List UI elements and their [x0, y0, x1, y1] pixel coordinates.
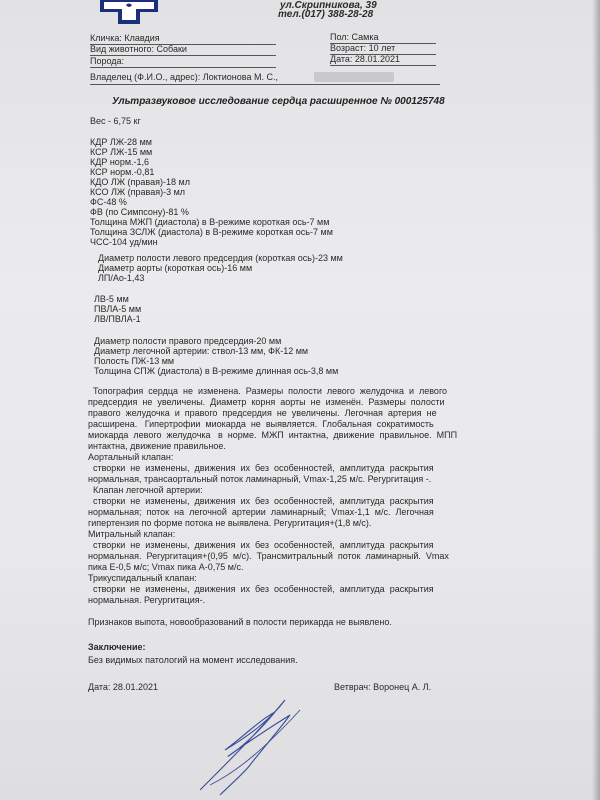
clinic-address: ул.Скрипникова, 39: [280, 0, 377, 11]
doctor-signature: [190, 690, 310, 800]
description-line: нормальная. Регургитация+(0,95 м/с). Трансмитральный поток ламинарный. Vmax: [88, 551, 449, 561]
measurement-line: Диаметр полости левого предсердия (короткая ось)-23 мм: [98, 253, 343, 263]
measurement-line: ПВЛА-5 мм: [94, 304, 142, 314]
patient-breed: Порода:: [90, 56, 125, 66]
description-line: створки не изменены, движения их без особенностей, амплитуда раскрытия: [88, 540, 434, 550]
measurement-line: КДР норм.-1,6: [90, 157, 150, 167]
measurement-line: КСР норм.-0,81: [90, 167, 155, 177]
field-underline: [90, 67, 276, 68]
description-line: нормальная; поток на легочной артерии ламинарный; Vmax-1,1 м/с. Легочная: [88, 507, 434, 517]
measurement-line: ЛВ/ПВЛА-1: [94, 314, 141, 324]
description-line: предсердия не увеличены. Диаметр корня аорты не изменён. Размеры полости: [88, 397, 445, 407]
measurement-line: Толщина СПЖ (диастола) в B-режиме длинная ось-3,8 мм: [94, 366, 339, 376]
measurement-line: КСР ЛЖ-15 мм: [90, 147, 153, 157]
description-text: [88, 386, 528, 606]
measurement-line: КСО ЛЖ (правая)-3 мл: [90, 187, 186, 197]
footer-date: Дата: 28.01.2021: [88, 682, 158, 692]
patient-nickname: Кличка: Клавдия: [90, 33, 160, 43]
description-line: створки не изменены, движения их без особенностей, амплитуда раскрытия: [88, 496, 434, 506]
page-edge-shadow: [592, 0, 600, 800]
patient-age: Возраст: 10 лет: [330, 43, 396, 53]
description-line: миокарда левого желудочка в норме. МЖП интактна, движение правильное. МПП: [88, 430, 458, 440]
pericardium-note: Признаков выпота, новообразований в полости перикарда не выявлено.: [88, 617, 392, 627]
weight: Вес - 6,75 кг: [90, 116, 141, 126]
description-line: гипертензия по форме потока не выявлена. Регургитация+(1,8 м/с).: [88, 518, 372, 528]
measurement-line: КДР ЛЖ-28 мм: [90, 137, 152, 147]
measurement-line: ЧСС-104 уд/мин: [90, 237, 158, 247]
description-line: нормальная. Регургитация-.: [88, 595, 206, 605]
clinic-logo-icon: [100, 0, 158, 26]
description-line: Трикуспидальный клапан:: [88, 573, 197, 583]
description-line: нормальная, трансаортальный поток ламинарный, Vmax-1,25 м/с. Регургитация -.: [88, 474, 432, 484]
description-line: створки не изменены, движения их без особенностей, амплитуда раскрытия: [88, 584, 434, 594]
description-line: расширена. Гипертрофии миокарда не выявляется. Глобальная сократимость: [88, 419, 434, 429]
owner-field: Владелец (Ф.И.О., адрес): Локтионова М. С.,: [90, 72, 278, 82]
description-line: интактна, движение правильное.: [88, 441, 226, 451]
patient-species: Вид животного: Собаки: [90, 44, 187, 54]
patient-sex: Пол: Самка: [330, 32, 379, 42]
measurement-line: КДО ЛЖ (правая)-18 мл: [90, 177, 190, 187]
description-line: Аортальный клапан:: [88, 452, 174, 462]
field-underline: [90, 84, 440, 85]
description-line: Митральный клапан:: [88, 529, 176, 539]
description-line: пика Е-0,5 м/с; Vmax пика А-0,75 м/с.: [88, 562, 244, 572]
clinic-phone: тел.(017) 388-28-28: [278, 9, 374, 20]
measurement-line: ЛВ-5 мм: [94, 294, 129, 304]
field-underline: [330, 65, 436, 66]
measurement-line: Диаметр легочной артерии: ствол-13 мм, ФК-12 мм: [94, 346, 309, 356]
measurement-line: Толщина МЖП (диастола) в B-режиме короткая ось-7 мм: [90, 217, 330, 227]
doctor-name: Ветврач: Воронец А. Л.: [334, 682, 432, 692]
description-line: Клапан легочной артерии:: [88, 485, 203, 495]
measurement-line: Диаметр полости правого предсердия-20 мм: [94, 336, 282, 346]
measurement-line: Диаметр аорты (короткая ось)-16 мм: [98, 263, 253, 273]
measurement-line: ФВ (по Симпсону)-81 %: [90, 207, 189, 217]
exam-date: Дата: 28.01.2021: [330, 54, 400, 64]
report-title: Ультразвуковое исследование сердца расширенное № 000125748: [112, 96, 445, 107]
measurement-line: Полость ПЖ-13 мм: [94, 356, 175, 366]
description-line: створки не изменены, движения их без особенностей, амплитуда раскрытия: [88, 463, 434, 473]
measurement-line: ЛП/Ао-1,43: [98, 273, 145, 283]
description-line: правого желудочка и правого предсердия не увеличены. Легочная артерия не: [88, 408, 437, 418]
redacted-block: [314, 72, 394, 82]
description-line: Топография сердца не изменена. Размеры полости левого желудочка и левого: [88, 386, 448, 396]
measurement-line: ФС-48 %: [90, 197, 127, 207]
measurement-line: Толщина ЗСЛЖ (диастола) в B-режиме короткая ось-7 мм: [90, 227, 333, 237]
conclusion-heading: Заключение:: [88, 642, 146, 652]
conclusion-text: Без видимых патологий на момент исследования.: [88, 655, 298, 665]
